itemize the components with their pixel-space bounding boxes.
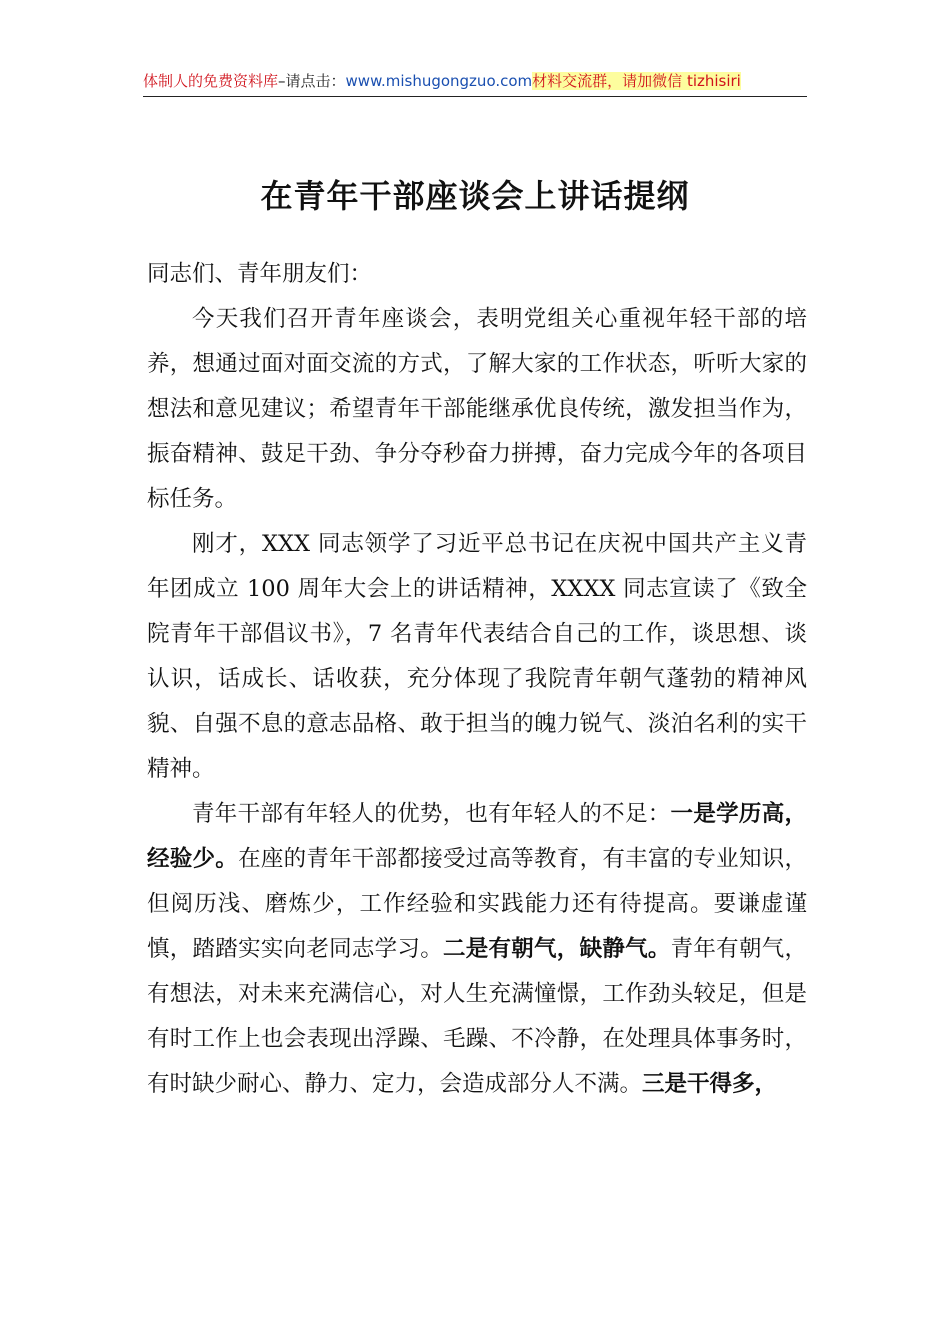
paragraph-3-intro: 青年干部有年轻人的优势，也有年轻人的不足：	[192, 801, 671, 827]
document-title: 在青年干部座谈会上讲话提纲	[260, 177, 690, 215]
header-brand: 体制人的免费资料库	[143, 72, 279, 90]
header-url-link[interactable]: www.mishugongzuo.com	[345, 72, 533, 90]
document-body	[147, 252, 807, 1107]
point-1-text: 在座的青年干部都接受过高等教育，有丰富的专业知识，但阅历浅、磨炼少，工作经验和实践能力还有待提高。要谦虚谨慎，踏踏实实向老同志学习。	[147, 846, 807, 962]
header-prompt: –请点击：	[278, 72, 346, 90]
page-header-banner	[143, 66, 807, 97]
paragraph-1: 今天我们召开青年座谈会，表明党组关心重视年轻干部的培养，想通过面对面交流的方式，了解大家的工作状态，听听大家的想法和意见建议；希望青年干部能继承优良传统，激发担当作为，振奋精神、鼓足干劲、争分夺秒奋力拼搏，奋力完成今年的各项目标任务。	[147, 306, 807, 512]
point-1-title: 一是学历高，经验少。	[147, 801, 807, 872]
paragraph-2: 刚才，XXX 同志领学了习近平总书记在庆祝中国共产主义青年团成立 100 周年大会上的讲话精神，XXXX 同志宣读了《致全院青年干部倡议书》，7 名青年代表结合自己的工作，谈思想、谈认识，话成长、话收获，充分体现了我院青年朝气蓬勃的精神风貌、自强不息的意志品格、敢于担当的魄力锐气、淡泊名利的实干精神。	[147, 531, 807, 782]
point-3-title: 三是干得多，	[642, 1071, 778, 1097]
header-suffix: 材料交流群，请加微信 tizhisiri	[532, 72, 741, 90]
paragraph-3	[147, 792, 807, 1107]
salutation: 同志们、青年朋友们：	[147, 261, 373, 287]
point-2-text: 青年有朝气，有想法，对未来充满信心，对人生充满憧憬，工作劲头较足，但是有时工作上也会表现出浮躁、毛躁、不冷静，在处理具体事务时，有时缺少耐心、静力、定力，会造成部分人不满。	[147, 936, 807, 1097]
point-2-title: 二是有朝气，缺静气。	[442, 936, 671, 962]
